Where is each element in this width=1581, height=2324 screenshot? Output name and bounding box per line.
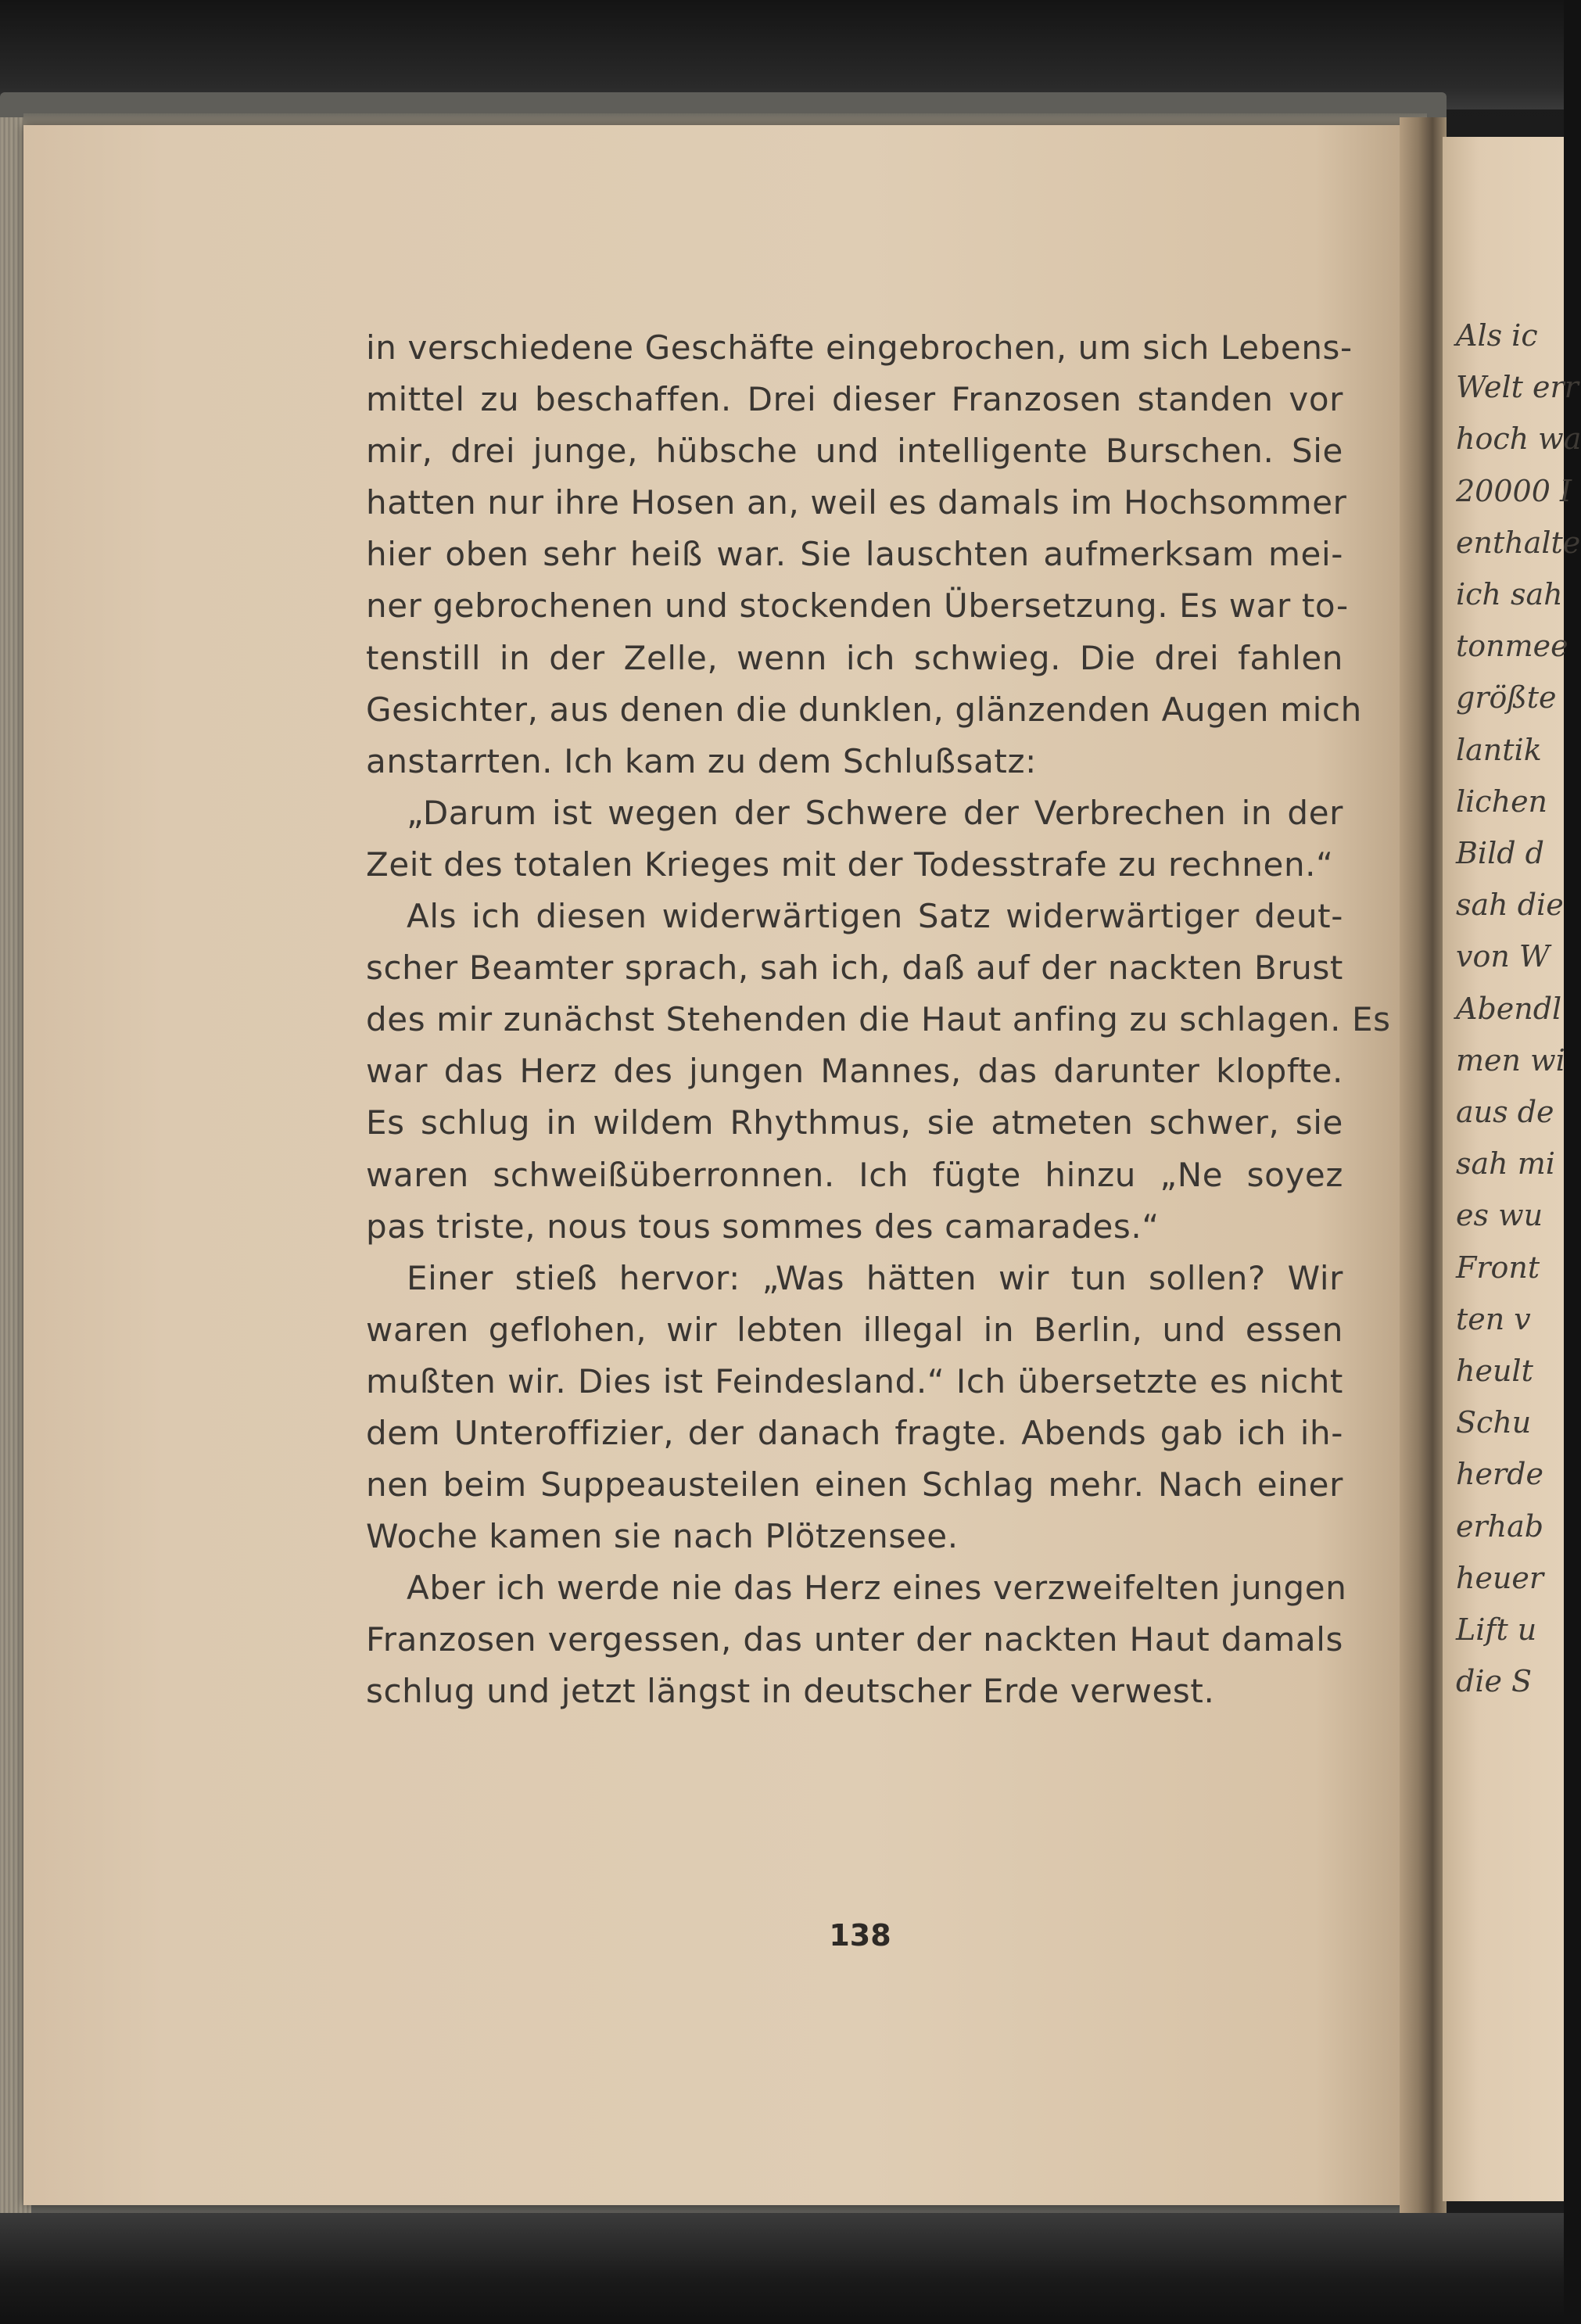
facing-page-fragment: sah mi [1456, 1146, 1555, 1182]
facing-page-fragment: hoch wa [1456, 421, 1581, 457]
paragraph-1-line: tenstill in der Zelle, wenn ich schwieg. Die drei fahlen [366, 638, 1343, 677]
facing-page-fragment: es wu [1456, 1198, 1543, 1233]
paragraph-3-line: scher Beamter sprach, sah ich, daß auf der nackten Brust [366, 949, 1343, 988]
paragraph-4-line: mußten wir. Dies ist Feindesland.“ Ich übersetzte es nicht [366, 1361, 1343, 1400]
facing-page-fragment: ich sah [1456, 577, 1563, 611]
paragraph-5-line: schlug und jetzt längst in deutscher Erde verwest. [366, 1672, 1215, 1711]
facing-page-fragment: von W [1456, 939, 1550, 974]
paragraph-5-line: Franzosen vergessen, das unter der nackten Haut damals [366, 1620, 1343, 1659]
paragraph-1-line: hier oben sehr heiß war. Sie lauschten aufmerksam mei- [366, 535, 1343, 574]
paragraph-3-line: pas triste, nous tous sommes des camarades.“ [366, 1207, 1160, 1246]
facing-page-fragment: 20000 I [1456, 473, 1572, 508]
facing-page-fragment: Lift u [1456, 1612, 1537, 1647]
paragraph-4-line: Einer stieß hervor: „Was hätten wir tun sollen? Wir [407, 1258, 1343, 1297]
page-body-text [366, 322, 1391, 1718]
facing-page-fragment: heult [1456, 1354, 1533, 1388]
facing-page-fragment: Front [1456, 1250, 1540, 1285]
paragraph-1-line: hatten nur ihre Hosen an, weil es damals im Hochsommer [366, 483, 1347, 522]
facing-page-fragment: größte [1456, 680, 1557, 715]
paragraph-3-line: Als ich diesen widerwärtigen Satz widerwärtiger deut- [407, 897, 1343, 936]
facing-page-fragment: herde [1456, 1457, 1543, 1492]
facing-page-fragment: erhab [1456, 1508, 1544, 1544]
paragraph-4-line: waren geflohen, wir lebten illegal in Berlin, und essen [366, 1310, 1343, 1349]
paragraph-1-line: anstarrten. Ich kam zu dem Schlußsatz: [366, 741, 1037, 780]
paragraph-3-line: Es schlug in wildem Rhythmus, sie atmeten schwer, sie [366, 1103, 1343, 1142]
paragraph-2-line: „Darum ist wegen der Schwere der Verbrechen in der [407, 793, 1343, 832]
facing-page-fragment: Als ic [1456, 318, 1538, 353]
paragraph-5-line: Aber ich werde nie das Herz eines verzweifelten jungen [407, 1569, 1347, 1608]
facing-page-fragment: heuer [1456, 1560, 1544, 1595]
facing-page-fragment: tonmee [1456, 629, 1568, 664]
paragraph-4-line: nen beim Suppeausteilen einen Schlag mehr. Nach einer [366, 1465, 1343, 1505]
book-gutter [1400, 117, 1447, 2221]
facing-page-fragment: aus de [1456, 1095, 1554, 1129]
facing-page-fragment: enthalte [1456, 525, 1581, 560]
paragraph-1-line: ner gebrochenen und stockenden Übersetzung. Es war to- [366, 586, 1349, 626]
facing-page-fragment: Bild d [1456, 836, 1544, 870]
facing-page-fragment: Schu [1456, 1405, 1532, 1440]
paragraph-3-line: war das Herz des jungen Mannes, das darunter klopfte. [366, 1052, 1343, 1091]
paragraph-2-line: Zeit des totalen Krieges mit der Todesstrafe zu rechnen.“ [366, 845, 1334, 884]
paragraph-4-line: Woche kamen sie nach Plötzensee. [366, 1517, 959, 1556]
facing-page-fragment: men wi [1456, 1042, 1565, 1078]
paragraph-1-line: mittel zu beschaffen. Drei dieser Franzosen standen vor [366, 380, 1343, 419]
paragraph-1-line: in verschiedene Geschäfte eingebrochen, um sich Lebens- [366, 328, 1353, 367]
facing-page-fragment: lichen [1456, 784, 1548, 819]
paragraph-3-line: waren schweißüberronnen. Ich fügte hinzu „Ne soyez [366, 1155, 1343, 1194]
facing-page-fragment: lantik [1456, 732, 1542, 767]
paragraph-3-line: des mir zunächst Stehenden die Haut anfing zu schlagen. Es [366, 1000, 1391, 1039]
facing-page-fragment: Abendl [1456, 991, 1562, 1026]
bottom-shadow [0, 2213, 1564, 2324]
paragraph-4-line: dem Unteroffizier, der danach fragte. Abends gab ich ih- [366, 1413, 1343, 1452]
paragraph-1-line: Gesichter, aus denen die dunklen, glänzenden Augen mich [366, 690, 1362, 729]
facing-page-fragment: ten v [1456, 1301, 1531, 1336]
paragraph-1-line: mir, drei junge, hübsche und intelligente Burschen. Sie [366, 432, 1343, 471]
facing-page-fragment: sah die [1456, 888, 1564, 923]
page-number: 138 [829, 1918, 891, 1953]
facing-page-fragment: die S [1456, 1664, 1533, 1699]
facing-page-fragment: Welt err [1456, 370, 1579, 405]
